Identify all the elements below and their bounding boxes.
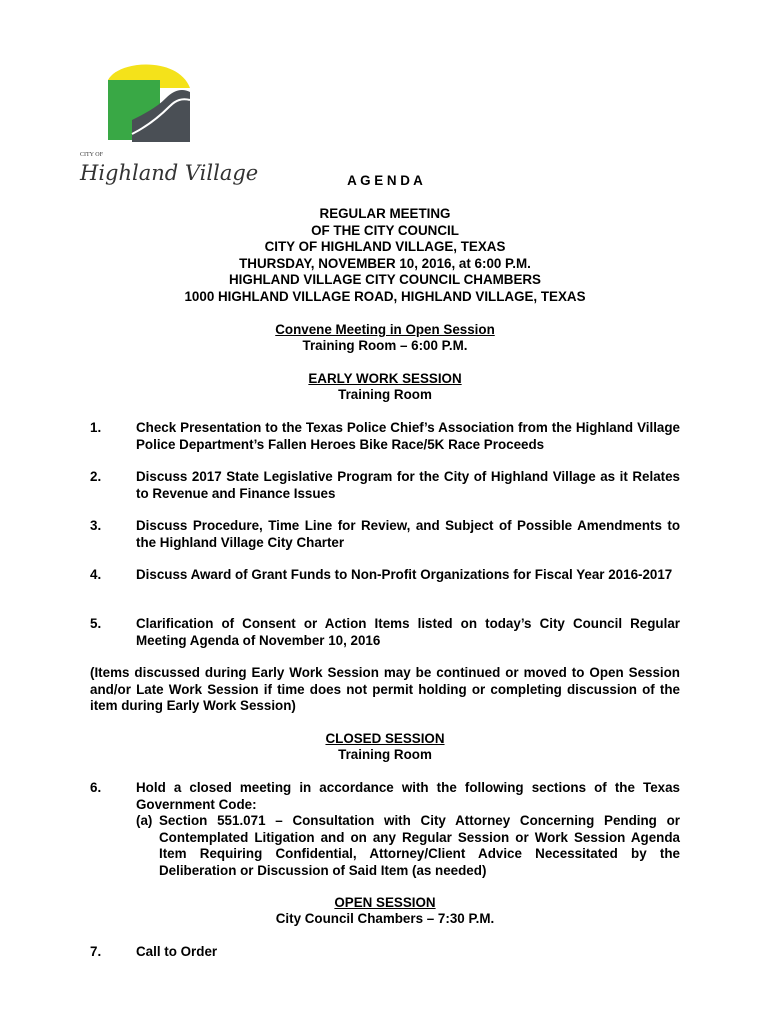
agenda-item-1	[90, 420, 680, 454]
header-line-3: CITY OF HIGHLAND VILLAGE, TEXAS	[264, 239, 506, 254]
agenda-item-text: Discuss Award of Grant Funds to Non-Profit Organizations for Fiscal Year 2016-2017	[136, 567, 673, 582]
agenda-item-2	[90, 469, 680, 503]
convene-heading	[90, 322, 680, 339]
header-line-4: THURSDAY, NOVEMBER 10, 2016, at 6:00 P.M.	[239, 256, 531, 271]
agenda-item-5	[90, 616, 680, 650]
early-work-location: Training Room	[338, 387, 432, 402]
agenda-item-number: 7.	[90, 944, 102, 959]
agenda-subitem-a	[136, 813, 680, 879]
agenda-item-6	[90, 780, 680, 880]
open-session-heading	[90, 895, 680, 912]
agenda-item-text: Discuss 2017 State Legislative Program for the City of Highland Village as it Relates to Revenue and Finance Issues	[136, 469, 680, 501]
closed-session-heading-text: CLOSED SESSION	[325, 731, 445, 746]
open-session-location: City Council Chambers – 7:30 P.M.	[275, 911, 495, 926]
agenda-item-number: 4.	[90, 567, 102, 582]
early-work-note: (Items discussed during Early Work Session may be continued or moved to Open Session and/or Late Work Session if time does not permit holding or completing discussion of the item during Early Work Session)	[90, 665, 680, 713]
agenda-title: A G E N D A	[347, 173, 423, 188]
closed-session-location: Training Room	[338, 747, 432, 762]
header-line-1: REGULAR MEETING	[319, 206, 451, 221]
header-line-6: 1000 HIGHLAND VILLAGE ROAD, HIGHLAND VILLAGE, TEXAS	[184, 289, 586, 304]
agenda-item-number: 3.	[90, 518, 102, 533]
open-session-heading-text: OPEN SESSION	[334, 895, 436, 910]
convene-location: Training Room – 6:00 P.M.	[302, 338, 468, 353]
agenda-item-text: Hold a closed meeting in accordance with the following sections of the Texas Government Code:	[136, 780, 680, 812]
logo-name: Highland Village	[80, 161, 259, 185]
closed-session-heading	[90, 731, 680, 748]
agenda-item-number: 6.	[90, 780, 102, 795]
agenda-item-text: Discuss Procedure, Time Line for Review, and Subject of Possible Amendments to the Highland Village City Charter	[136, 518, 680, 550]
logo-city-of: CITY OF	[80, 152, 103, 158]
subitem-label: (a)	[136, 813, 153, 828]
agenda-item-number: 2.	[90, 469, 102, 484]
city-logo	[78, 58, 259, 190]
early-work-heading-text: EARLY WORK SESSION	[308, 371, 462, 386]
early-work-heading	[90, 371, 680, 388]
agenda-item-number: 5.	[90, 616, 102, 631]
agenda-item-3	[90, 518, 680, 552]
header-line-2: OF THE CITY COUNCIL	[311, 223, 459, 238]
agenda-item-text: Check Presentation to the Texas Police Chief’s Association from the Highland Village Police Department’s Fallen Heroes Bike Race/5K Race Proceeds	[136, 420, 680, 452]
city-logo-graphic	[78, 58, 259, 190]
agenda-item-7	[90, 944, 680, 961]
agenda-item-text: Clarification of Consent or Action Items listed on today’s City Council Regular Meeting Agenda of November 10, 2016	[136, 616, 680, 648]
agenda-item-number: 1.	[90, 420, 102, 435]
header-line-5: HIGHLAND VILLAGE CITY COUNCIL CHAMBERS	[229, 272, 541, 287]
convene-heading-text: Convene Meeting in Open Session	[275, 322, 495, 337]
agenda-item-4	[90, 567, 680, 601]
subitem-text: Section 551.071 – Consultation with City Attorney Concerning Pending or Contemplated Litigation and on any Regular Session or Work Session Agenda Item Requiring Confidential, Attorney/Client Advice Necessitated by the Deliberation or Discussion of Said Item (as needed)	[159, 813, 680, 878]
agenda-item-text: Call to Order	[136, 944, 218, 959]
